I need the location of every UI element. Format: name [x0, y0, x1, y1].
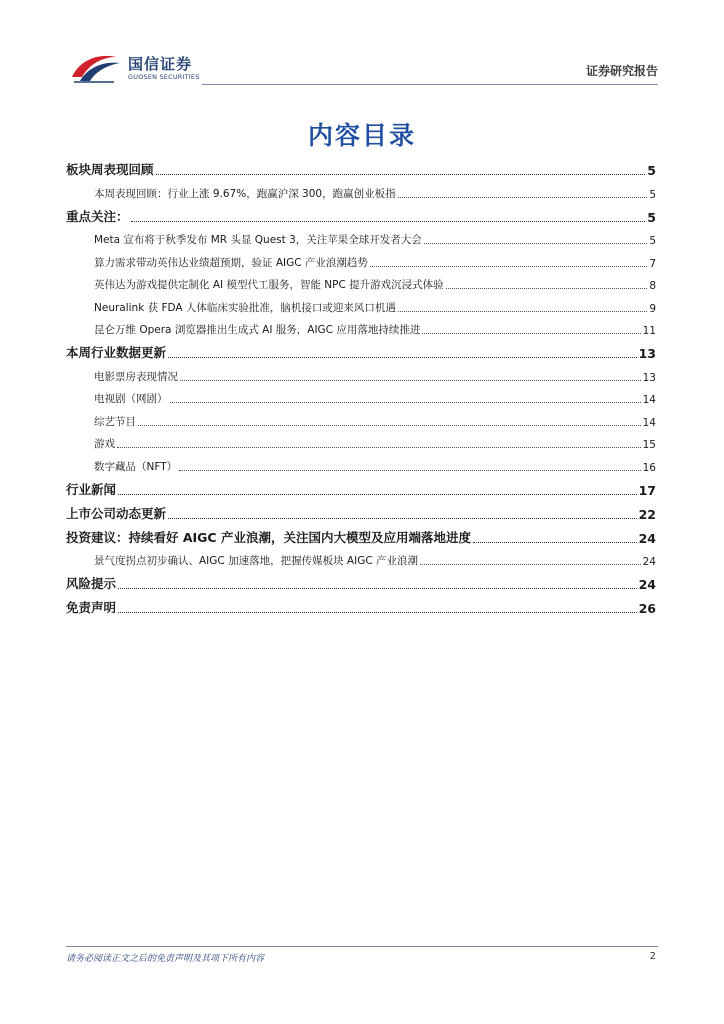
toc-leader-dots — [398, 311, 647, 312]
toc-leader-dots — [118, 612, 637, 613]
toc-entry-subsection[interactable] — [66, 429, 656, 452]
toc-entry-subsection[interactable] — [66, 178, 656, 201]
page-header — [0, 0, 724, 92]
toc-leader-dots — [424, 243, 648, 244]
toc-entry-section[interactable] — [66, 154, 656, 178]
toc-entry-label: 本周表现回顾：行业上涨 9.67%，跑赢沪深 300，跑赢创业板指 — [94, 187, 396, 200]
toc-leader-dots — [370, 266, 647, 267]
toc-entry-label: 电影票房表现情况 — [94, 370, 178, 383]
toc-entry-page: 13 — [642, 371, 656, 384]
toc-leader-dots — [168, 518, 637, 519]
toc-leader-dots — [156, 174, 646, 175]
toc-leader-dots — [118, 588, 637, 589]
toc-entry-page: 24 — [642, 556, 656, 568]
toc-entry-subsection[interactable] — [66, 451, 656, 474]
toc-entry-page: 14 — [642, 416, 656, 429]
toc-entry-page: 22 — [638, 506, 656, 522]
logo-english-name: GUOSEN SECURITIES — [128, 72, 200, 81]
footer-divider — [66, 946, 658, 947]
toc-entry-page: 8 — [649, 280, 656, 292]
toc-entry-page: 5 — [649, 188, 656, 201]
toc-entry-page: 5 — [647, 163, 656, 178]
toc-entry-subsection[interactable] — [66, 361, 656, 384]
toc-leader-dots — [117, 447, 641, 448]
toc-entry-subsection[interactable] — [66, 225, 656, 248]
toc-entry-label: 投资建议：持续看好 AIGC 产业浪潮，关注国内大模型及应用端落地进度 — [66, 529, 471, 545]
toc-entry-section[interactable] — [66, 568, 656, 592]
toc-entry-label: Meta 宣布将于秋季发布 MR 头显 Quest 3，关注苹果全球开发者大会 — [94, 234, 422, 246]
toc-entry-page: 26 — [638, 601, 656, 616]
toc-entry-label: 英伟达为游戏提供定制化 AI 模型代工服务，智能 NPC 提升游戏沉浸式体验 — [94, 279, 444, 291]
toc-entry-subsection[interactable] — [66, 546, 656, 569]
toc-entry-section[interactable] — [66, 592, 656, 616]
footer-disclaimer: 请务必阅读正文之后的免责声明及其项下所有内容 — [66, 954, 265, 964]
toc-entry-page: 14 — [642, 394, 656, 406]
company-logo — [70, 50, 200, 86]
toc-entry-section[interactable] — [66, 474, 656, 498]
toc-entry-label: 算力需求带动英伟达业绩超预期，验证 AIGC 产业浪潮趋势 — [94, 256, 368, 269]
toc-entry-subsection[interactable] — [66, 270, 656, 293]
page-number: 2 — [649, 951, 656, 962]
guosen-logo-icon — [70, 51, 122, 85]
toc-entry-page: 16 — [642, 461, 656, 474]
toc-leader-dots — [180, 380, 641, 381]
toc-entry-page: 15 — [642, 439, 656, 451]
toc-entry-page: 5 — [649, 235, 656, 247]
toc-entry-section[interactable] — [66, 337, 656, 361]
toc-entry-label: 免责声明 — [66, 600, 117, 615]
toc-entry-page: 7 — [649, 257, 656, 270]
toc-entry-label: 板块周表现回顾 — [66, 162, 154, 177]
toc-leader-dots — [398, 197, 648, 198]
toc-leader-dots — [179, 470, 641, 471]
toc-entry-label: 电视剧（网剧） — [94, 393, 168, 405]
toc-entry-page: 17 — [638, 482, 656, 498]
toc-entry-page: 5 — [647, 209, 656, 225]
toc-leader-dots — [168, 357, 637, 358]
table-of-contents — [66, 154, 656, 616]
toc-entry-page: 11 — [642, 325, 656, 337]
toc-entry-label: Neuralink 获 FDA 人体临床实验批准，脑机接口或迎来风口机遇 — [94, 301, 396, 314]
toc-entry-page: 13 — [638, 346, 656, 361]
toc-entry-subsection[interactable] — [66, 247, 656, 270]
toc-entry-label: 风险提示 — [66, 576, 117, 591]
toc-entry-subsection[interactable] — [66, 384, 656, 407]
toc-entry-page: 24 — [638, 530, 656, 546]
toc-entry-subsection[interactable] — [66, 406, 656, 429]
toc-title: 内容目录 — [307, 121, 416, 150]
toc-entry-page: 24 — [638, 577, 656, 592]
header-divider — [202, 84, 658, 85]
toc-entry-label: 游戏 — [94, 438, 115, 450]
logo-chinese-name: 国信证券 — [128, 54, 193, 73]
toc-entry-label: 综艺节目 — [94, 415, 136, 428]
toc-entry-label: 数字藏品（NFT） — [94, 460, 178, 473]
toc-entry-section[interactable] — [66, 522, 656, 546]
toc-entry-subsection[interactable] — [66, 292, 656, 315]
toc-leader-dots — [118, 494, 637, 495]
toc-entry-label: 行业新闻 — [66, 481, 117, 497]
toc-leader-dots — [170, 402, 641, 403]
toc-entry-label: 本周行业数据更新 — [66, 345, 167, 360]
toc-leader-dots — [138, 425, 641, 426]
toc-leader-dots — [422, 333, 640, 334]
toc-entry-subsection[interactable] — [66, 315, 656, 338]
toc-entry-label: 昆仑万维 Opera 浏览器推出生成式 AI 服务，AIGC 应用落地持续推进 — [94, 324, 421, 336]
toc-entry-label: 上市公司动态更新 — [66, 505, 167, 521]
toc-leader-dots — [473, 542, 637, 543]
document-type-label: 证券研究报告 — [585, 64, 658, 78]
toc-leader-dots — [420, 564, 641, 565]
toc-entry-label: 重点关注： — [66, 208, 129, 224]
toc-entry-section[interactable] — [66, 498, 656, 522]
toc-leader-dots — [131, 221, 646, 222]
toc-entry-section[interactable] — [66, 201, 656, 225]
toc-entry-label: 景气度拐点初步确认、AIGC 加速落地，把握传媒板块 AIGC 产业浪潮 — [94, 555, 419, 567]
toc-entry-page: 9 — [649, 302, 656, 315]
toc-leader-dots — [446, 288, 648, 289]
